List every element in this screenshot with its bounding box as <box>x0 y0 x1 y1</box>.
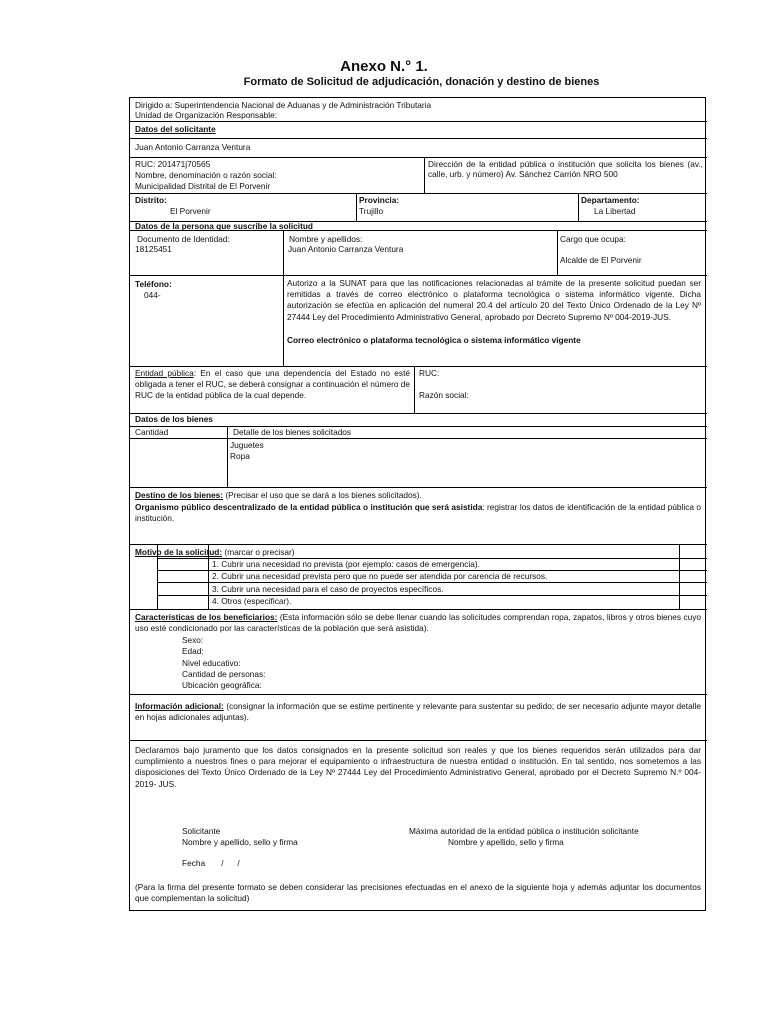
province-label: Provincia: <box>359 195 400 205</box>
organism-text: : registrar los datos de identificación de la entidad pública o institución. <box>135 502 701 523</box>
district-label: Distrito: <box>135 195 167 205</box>
rule <box>130 413 707 414</box>
rule <box>130 438 707 439</box>
additional-info-label: Información adicional: <box>135 701 224 711</box>
rule <box>130 544 707 545</box>
department-value: La Libertad <box>594 206 636 216</box>
organism-label: Organismo público descentralizado de la entidad pública o institución que será asistida <box>135 502 483 512</box>
rule <box>130 138 707 139</box>
entity-address: Dirección de la entidad pública o institución que solicita los bienes (av., calle, urb. y número) Av. Sánchez Carrión NRO 500 <box>428 159 703 179</box>
id-doc-value: 18125451 <box>135 244 172 254</box>
authority-signature-sub: Nombre y apellido, sello y firma <box>448 837 564 847</box>
rule <box>283 230 284 275</box>
phone-value: 044- <box>144 290 161 300</box>
position-value: Alcalde de El Porvenir <box>560 255 642 265</box>
date-field: Fecha / / <box>182 858 240 868</box>
phone-label: Teléfono: <box>135 279 172 289</box>
applicant-ruc: RUC: 201471j70565 <box>135 159 211 169</box>
field-sex: Sexo: <box>182 635 204 645</box>
rule <box>414 366 415 413</box>
public-entity-text: : En el caso que una dependencia del Estado no esté obligada a tener el RUC, se deberá consignar a continuación el número de RUC de la entidad pública de la cual depende. <box>135 368 410 401</box>
page-subtitle: Formato de Solicitud de adjudicación, donación y destino de bienes <box>243 76 600 88</box>
beneficiaries-text: (Esta información sólo se debe llenar cuando las solicitudes comprendan ropa, zapatos, libros y otros bienes cuyo uso esté condicionado por las características de la población que será asistida). <box>135 612 701 633</box>
section-heading-goods: Datos de los bienes <box>135 414 213 424</box>
id-doc-label: Documento de Identidad: <box>137 234 230 244</box>
beneficiaries-label: Características de los beneficiarios: <box>135 612 278 622</box>
authority-signature-label: Máxima autoridad de la entidad pública o institución solicitante <box>409 826 639 836</box>
rule <box>130 740 707 741</box>
rule <box>679 544 680 609</box>
reason-option-4: 4. Otros (especificar). <box>212 596 292 606</box>
page-title: Anexo N.° 1. <box>340 58 428 75</box>
public-entity-label: Entidad pública <box>135 368 194 378</box>
rule <box>227 426 228 487</box>
signer-name-label: Nombre y apellidos: <box>289 234 363 244</box>
additional-info <box>135 701 701 723</box>
reason-label: Motivo de la solicitud: <box>135 547 223 557</box>
field-people-count: Cantidad de personas: <box>182 669 266 679</box>
entity-ruc-label: RUC: <box>419 368 440 378</box>
reason-option-2: 2. Cubrir una necesidad prevista pero que no puede ser atendida por carencia de recursos. <box>212 571 548 581</box>
field-location: Ubicación geográfica: <box>182 680 262 690</box>
department-label: Departamento: <box>581 195 640 205</box>
authorization-text: Autorizo a la SUNAT para que las notificaciones relacionadas al trámite de la presente solicitud puedan ser remitidas a través de correo electrónico o plataforma tecnológica o sistema informático vigente. Dicha autorización se efectúa en aplicación del numeral 20.4 del artículo 20 del Texto Único Ordenado de la Ley Nº 27444 Ley del Procedimiento Administrativo General, aprobado por Decreto Supremo Nº 004-2019-JUS. <box>287 278 701 322</box>
signer-name: Juan Antonio Carranza Ventura <box>288 244 404 254</box>
entity-name-label: Razón social: <box>419 390 469 400</box>
business-name: Municipalidad Distrital de El Porvenir <box>135 181 271 191</box>
rule <box>283 275 284 366</box>
province-value: Trujillo <box>359 206 384 216</box>
rule <box>578 193 579 221</box>
reason <box>135 547 295 557</box>
field-age: Edad: <box>182 646 204 656</box>
rule <box>130 193 707 194</box>
rule <box>130 426 707 427</box>
section-heading-applicant: Datos del solicitante <box>135 124 216 134</box>
rule <box>130 694 707 695</box>
rule <box>356 193 357 221</box>
signature-note: (Para la firma del presente formato se deben considerar las precisiones efectuadas en el anexo de la siguiente hoja y además adjuntar los documentos que complementan la solicitud) <box>135 882 701 903</box>
goods-item: Ropa <box>230 451 250 461</box>
additional-info-text: (consignar la información que se estime pertinente y relevante para sustentar su pedido; de ser necesario adjunte mayor detalle en hojas adicionales adjuntas). <box>135 701 701 722</box>
reason-option-1: 1. Cubrir una necesidad no prevista (por ejemplo: casos de emergencia). <box>212 559 480 569</box>
sworn-declaration: Declaramos bajo juramento que los datos consignados en la presente solicitud son reales y que los bienes requeridos serán utilizados para dar cumplimiento a nuestros fines o para mejorar el equipamiento o infraestructura de nuestra entidad o institución. En tal sentido, nos sometemos a las disposiciones del Texto Único Ordenado de la Ley Nº 27444 Ley del Procedimiento Administrativo General, aprobado por el Decreto Supremo N.º 004-2019- JUS. <box>135 745 701 789</box>
rule <box>130 609 707 610</box>
rule <box>424 157 425 193</box>
applicant-signature-sub: Nombre y apellido, sello y firma <box>182 837 298 847</box>
col-quantity: Cantidad <box>135 427 169 437</box>
destination-label: Destino de los bienes: <box>135 490 224 500</box>
destination <box>135 490 422 500</box>
reason-text: (marcar o precisar) <box>222 547 295 557</box>
destination-text: (Precisar el uso que se dará a los bienes solicitados). <box>223 490 422 500</box>
applicant-name: Juan Antonio Carranza Ventura <box>135 142 251 152</box>
public-entity-note <box>135 368 410 402</box>
applicant-signature-label: Solicitante <box>182 826 221 836</box>
organism <box>135 502 701 524</box>
beneficiaries <box>135 612 701 634</box>
rule <box>557 230 558 275</box>
rule <box>130 157 707 158</box>
addressee: Dirigido a: Superintendencia Nacional de Aduanas y de Administración Tributaria <box>135 100 432 110</box>
rule <box>157 582 707 583</box>
goods-item: Juguetes <box>230 440 264 450</box>
rule <box>130 487 707 488</box>
district-value: El Porvenir <box>170 206 211 216</box>
position-label: Cargo que ocupa: <box>560 234 626 244</box>
reason-option-3: 3. Cubrir una necesidad para el caso de proyectos específicos. <box>212 584 444 594</box>
email-label: Correo electrónico o plataforma tecnológica o sistema informático vigente <box>287 335 581 345</box>
rule <box>130 366 707 367</box>
request-form <box>129 97 706 911</box>
col-detail: Detalle de los bienes solicitados <box>233 427 352 437</box>
field-education: Nivel educativo: <box>182 658 241 668</box>
responsible-unit: Unidad de Organización Responsable: <box>135 110 278 120</box>
section-heading-signer: Datos de la persona que suscribe la solicitud <box>135 221 313 231</box>
rule <box>130 275 707 276</box>
rule <box>130 121 707 122</box>
business-name-label: Nombre, denominación o razón social: <box>135 170 277 180</box>
